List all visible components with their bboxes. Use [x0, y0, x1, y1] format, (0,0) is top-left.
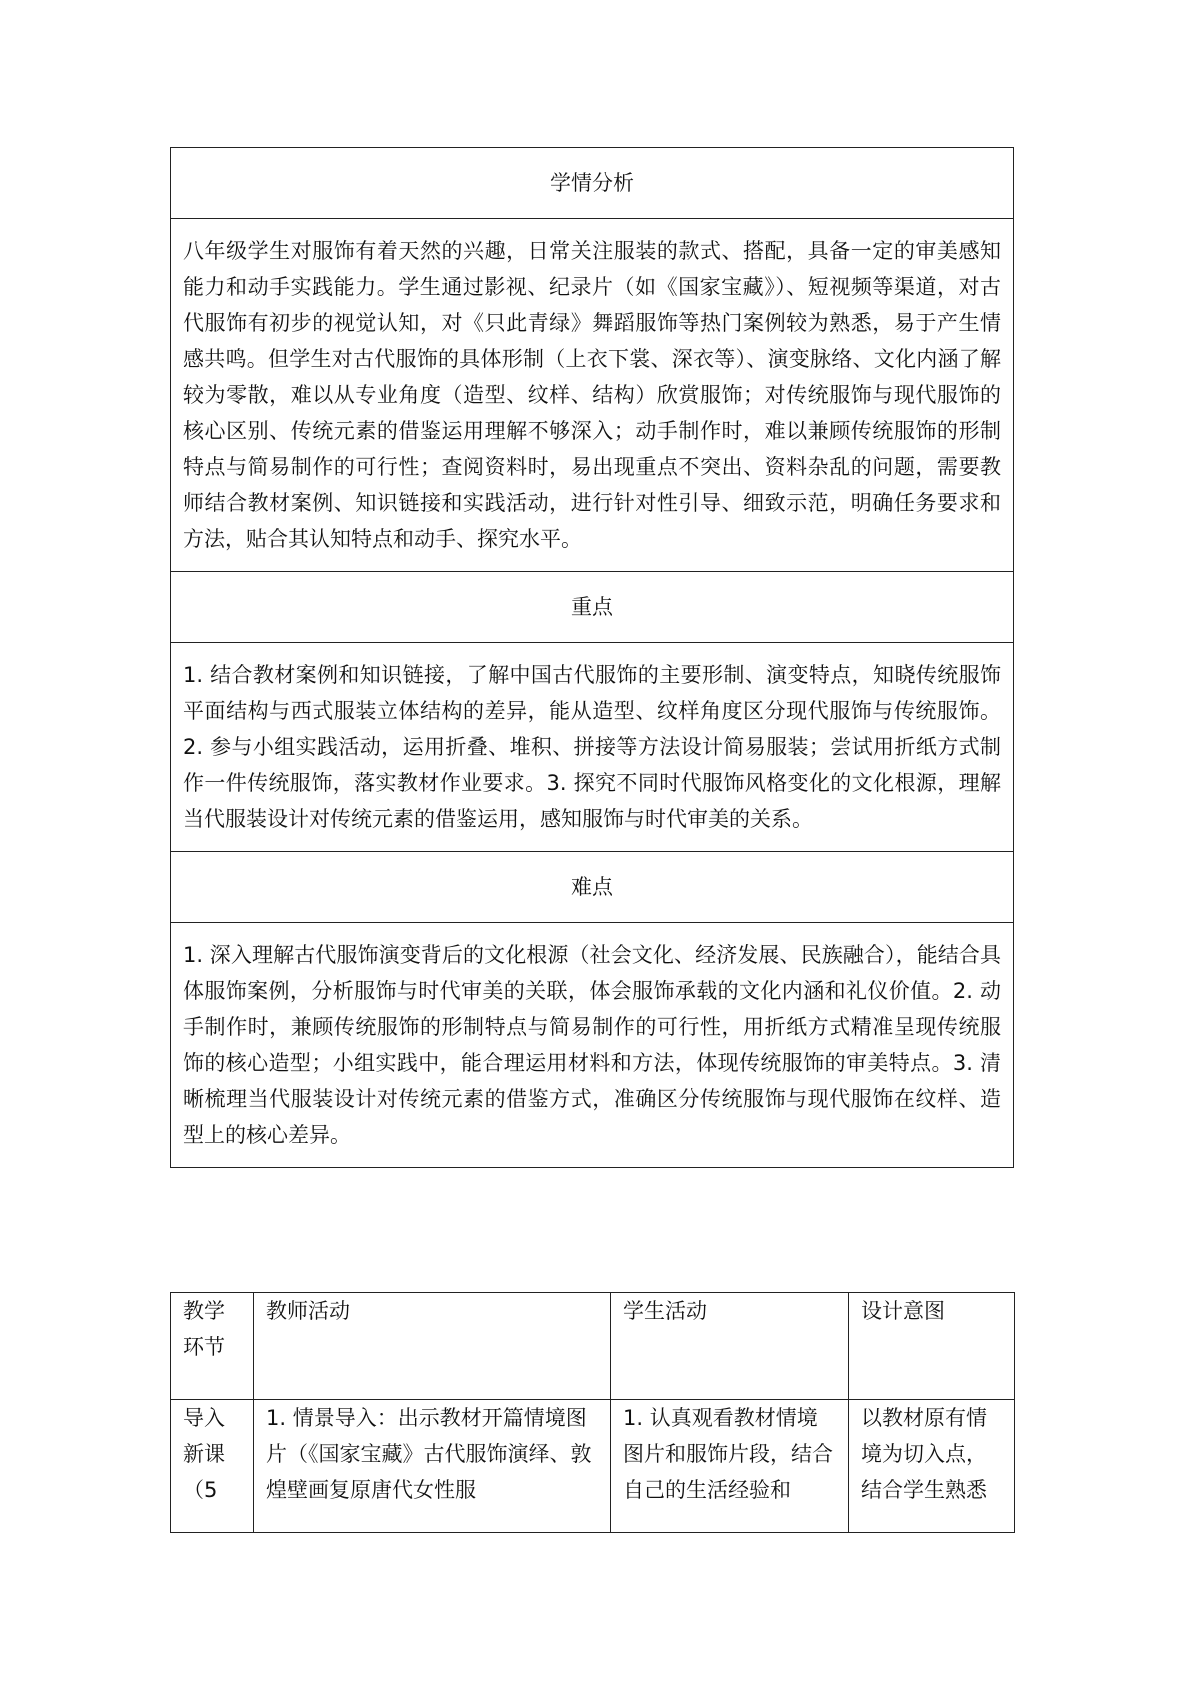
- stage-text: 导入新课（5: [183, 1406, 225, 1502]
- header-student-activity: 学生活动: [611, 1293, 849, 1400]
- student-activity-cell: [611, 1400, 849, 1533]
- student-analysis-title: 学情分析: [171, 148, 1014, 219]
- student-analysis-text: 八年级学生对服饰有着天然的兴趣，日常关注服装的款式、搭配，具备一定的审美感知能力和动手实践能力。学生通过影视、纪录片（如《国家宝藏》）、短视频等渠道，对古代服饰有初步的视觉认知，对《只此青绿》舞蹈服饰等热门案例较为熟悉，易于产生情感共鸣。但学生对古代服饰的具体形制（上衣下裳、深衣等）、演变脉络、文化内涵了解较为零散，难以从专业角度（造型、纹样、结构）欣赏服饰；对传统服饰与现代服饰的核心区别、传统元素的借鉴运用理解不够深入；动手制作时，难以兼顾传统服饰的形制特点与简易制作的可行性；查阅资料时，易出现重点不突出、资料杂乱的问题，需要教师结合教材案例、知识链接和实践活动，进行针对性引导、细致示范，明确任务要求和方法，贴合其认知特点和动手、探究水平。: [171, 219, 1014, 572]
- stage-cell: [171, 1400, 254, 1533]
- design-intent-cell: [849, 1400, 1015, 1533]
- header-stage: 教学环节: [171, 1293, 254, 1400]
- key-points-text: 1. 结合教材案例和知识链接，了解中国古代服饰的主要形制、演变特点，知晓传统服饰平面结构与西式服装立体结构的差异，能从造型、纹样角度区分现代服饰与传统服饰。2. 参与小组实践活动，运用折叠、堆积、拼接等方法设计简易服装；尝试用折纸方式制作一件传统服饰，落实教材作业要求。3. 探究不同时代服饰风格变化的文化根源，理解当代服装设计对传统元素的借鉴运用，感知服饰与时代审美的关系。: [171, 643, 1014, 852]
- difficult-points-title: 难点: [171, 852, 1014, 923]
- teacher-activity-cell: [254, 1400, 611, 1533]
- student-activity-text: 1. 认真观看教材情境图片和服饰片段，结合自己的生活经验和: [623, 1406, 833, 1502]
- header-teacher-activity: 教师活动: [254, 1293, 611, 1400]
- difficult-points-text: 1. 深入理解古代服饰演变背后的文化根源（社会文化、经济发展、民族融合），能结合具体服饰案例，分析服饰与时代审美的关联，体会服饰承载的文化内涵和礼仪价值。2. 动手制作时，兼顾传统服饰的形制特点与简易制作的可行性，用折纸方式精准呈现传统服饰的核心造型；小组实践中，能合理运用材料和方法，体现传统服饰的审美特点。3. 清晰梳理当代服装设计对传统元素的借鉴方式，准确区分传统服饰与现代服饰在纹样、造型上的核心差异。: [171, 923, 1014, 1168]
- table-header-row: [171, 1293, 1015, 1400]
- teaching-process-table: [170, 1292, 1015, 1533]
- teacher-activity-text: 1. 情景导入：出示教材开篇情境图片（《国家宝藏》古代服饰演绎、敦煌壁画复原唐代女性服: [266, 1406, 592, 1502]
- key-points-title: 重点: [171, 572, 1014, 643]
- header-design-intent: 设计意图: [849, 1293, 1015, 1400]
- analysis-table: [170, 147, 1014, 1168]
- design-intent-text: 以教材原有情境为切入点，结合学生熟悉: [861, 1406, 987, 1502]
- table-row: [171, 1400, 1015, 1533]
